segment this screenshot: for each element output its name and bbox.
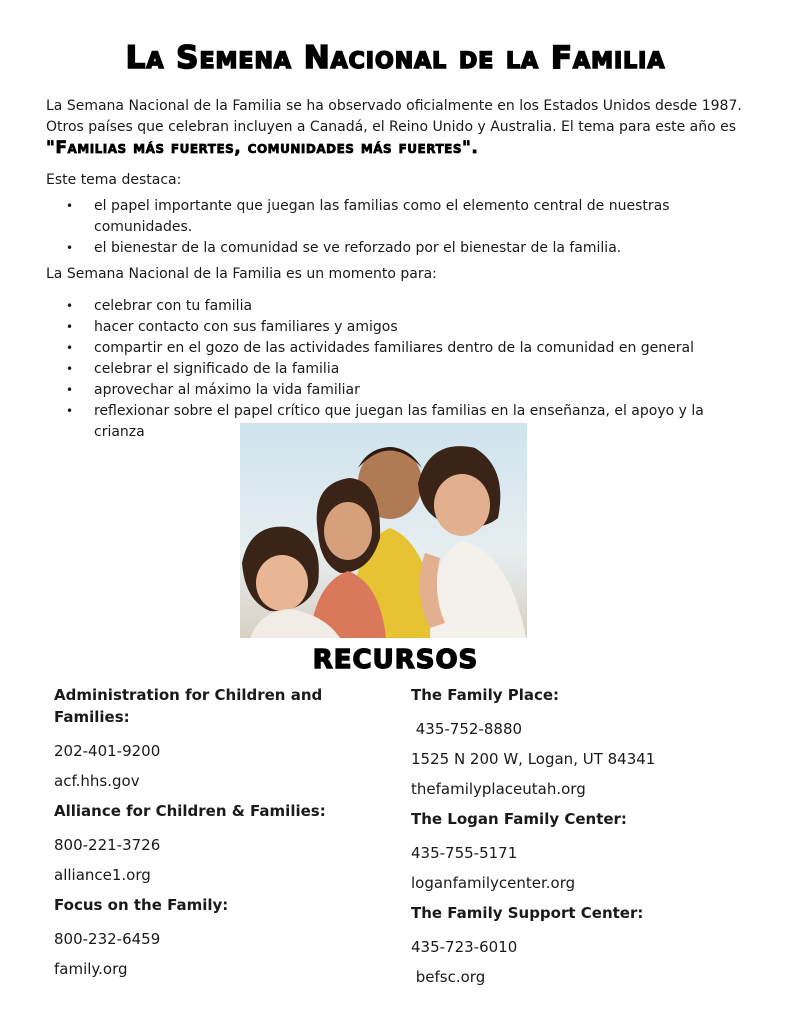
resource-entry xyxy=(411,902,741,992)
resource-address: 1525 N 200 W, Logan, UT 84341 xyxy=(411,750,656,768)
intro-paragraph xyxy=(46,96,766,160)
family-photo xyxy=(240,423,527,638)
resource-entry xyxy=(54,800,354,890)
list-item: • reflexionar sobre el papel crítico que juegan las familias en la enseñanza, el apoyo y la crianza xyxy=(46,401,746,443)
resource-phone: 800-232-6459 xyxy=(54,930,161,948)
resource-entry xyxy=(411,684,741,804)
moment-list xyxy=(46,296,746,443)
resources-right-column xyxy=(411,684,741,992)
resource-entry xyxy=(54,894,354,984)
resource-website[interactable]: thefamilyplaceutah.org xyxy=(411,780,586,798)
list-item: • hacer contacto con sus familiares y amigos xyxy=(46,317,746,338)
theme-text: "Familias más fuertes, comunidades más fuertes". xyxy=(46,138,479,158)
intro-text: La Semana Nacional de la Familia se ha observado oficialmente en los Estados Unidos desde 1987. Otros países que celebran incluyen a Canadá, el Reino Unido y Australia. El tema para este año es xyxy=(46,98,742,135)
list-item: • celebrar el significado de la familia xyxy=(46,359,746,380)
resource-website[interactable]: alliance1.org xyxy=(54,866,151,884)
list-item: • el papel importante que juegan las familias como el elemento central de nuestras comunidades. xyxy=(46,196,746,238)
resource-website[interactable]: befsc.org xyxy=(411,968,486,986)
resource-phone: 435-755-5171 xyxy=(411,844,518,862)
list-item: • compartir en el gozo de las actividades familiares dentro de la comunidad en general xyxy=(46,338,746,359)
resource-phone: 435-752-8880 xyxy=(411,720,523,738)
highlights-list xyxy=(46,196,746,259)
list-item: • celebrar con tu familia xyxy=(46,296,746,317)
highlights-heading: Este tema destaca: xyxy=(46,172,182,188)
resource-name: Alliance for Children & Families: xyxy=(54,802,326,820)
resource-phone: 800-221-3726 xyxy=(54,836,161,854)
list-item: • el bienestar de la comunidad se ve reforzado por el bienestar de la familia. xyxy=(46,238,746,259)
page-title: La Semena Nacional de la Familia xyxy=(125,40,666,76)
resource-website[interactable]: family.org xyxy=(54,960,128,978)
list-item: • aprovechar al máximo la vida familiar xyxy=(46,380,746,401)
resource-website[interactable]: acf.hhs.gov xyxy=(54,772,140,790)
resources-heading: RECURSOS xyxy=(312,645,479,675)
resource-phone: 202-401-9200 xyxy=(54,742,161,760)
resource-name: Administration for Children and Families: xyxy=(54,686,323,726)
resource-name: Focus on the Family: xyxy=(54,896,229,914)
resource-name: The Family Place: xyxy=(411,686,560,704)
resource-name: The Logan Family Center: xyxy=(411,810,627,828)
resources-left-column xyxy=(54,684,354,984)
resource-entry xyxy=(54,684,354,796)
resource-entry xyxy=(411,808,741,898)
resource-name: The Family Support Center: xyxy=(411,904,644,922)
resource-website[interactable]: loganfamilycenter.org xyxy=(411,874,576,892)
moment-heading: La Semana Nacional de la Familia es un momento para: xyxy=(46,266,437,282)
resource-phone: 435-723-6010 xyxy=(411,938,518,956)
